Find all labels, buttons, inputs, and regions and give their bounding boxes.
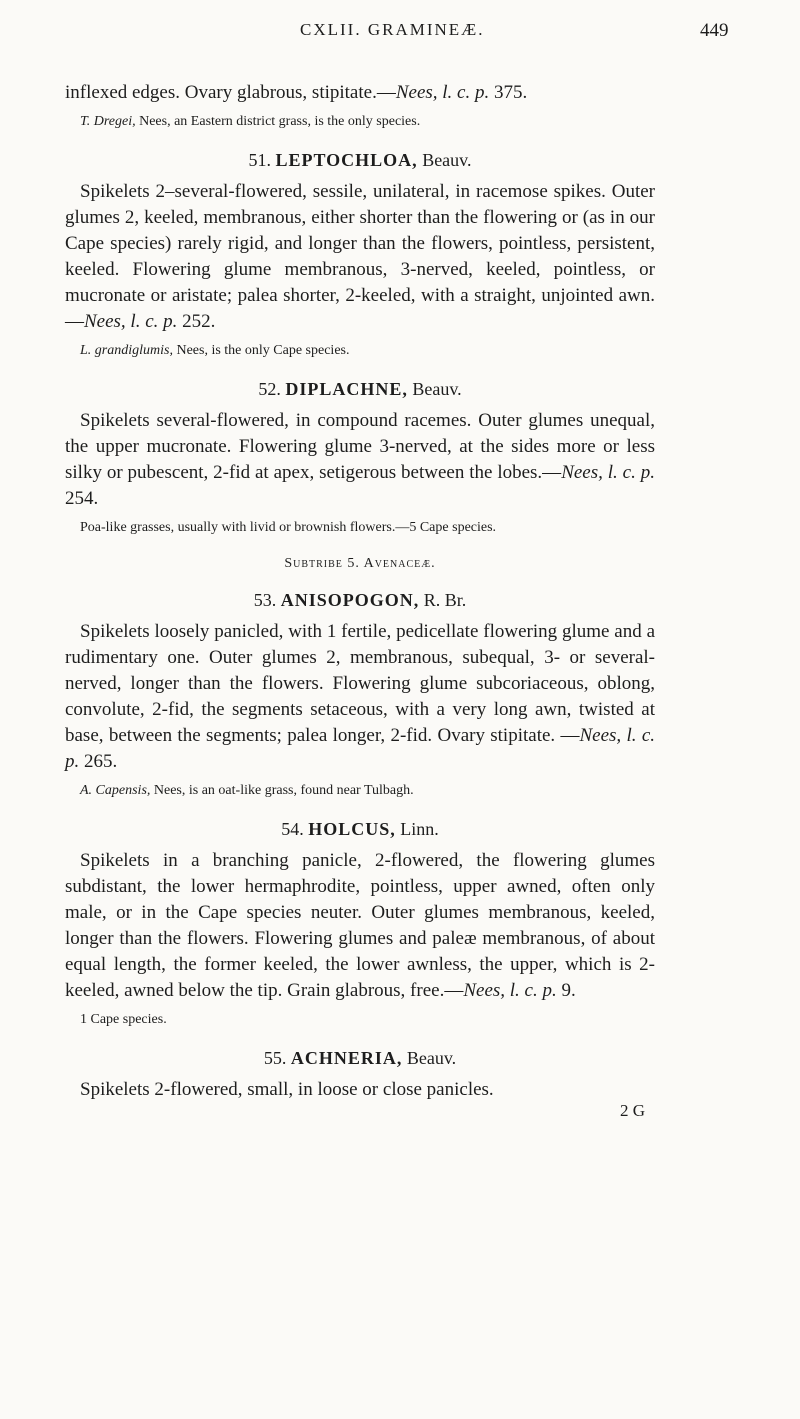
genus-description: Spikelets loosely panicled, with 1 fertile, pedicellate flowering glume and a rudimentary one. Outer glumes 2, membranous, subequal, 3- or several-nerved, longer than the flowers. Flowering glume subcoriaceous, oblong, convolute, 2-fid, the segments setaceous, with a very long awn, twisted at base, between the segments; palea longer, 2-fid. Ovary stipitate. —Nees, l. c. p. 265. (65, 621, 655, 772)
citation: Nees, l. c. p. (561, 462, 656, 483)
citation: Nees, l. c. p. (463, 980, 557, 1001)
species-note: T. Dregei, Nees, an Eastern district grass, is the only species. (80, 114, 421, 129)
genus-heading-anisopogon: 53. ANISOPOGON, R. Br. (253, 590, 467, 610)
genus-author: Beauv. (422, 150, 472, 170)
genus-name: LEPTOCHLOA, (275, 150, 418, 170)
citation: Nees, l. c. p. (84, 311, 178, 332)
running-title: CXLII. GRAMINEÆ. (300, 20, 485, 39)
species-note: 1 Cape species. (80, 1012, 167, 1027)
signature-mark: 2 G (619, 1101, 645, 1120)
genus-heading-leptochloa: 51. LEPTOCHLOA, Beauv. (248, 150, 472, 170)
species-note: A. Capensis, Nees, is an oat-like grass, found near Tulbagh. (80, 783, 414, 798)
genus-description: Spikelets several-flowered, in compound racemes. Outer glumes unequal, the upper mucronate. Flowering glume 3-nerved, at the sides more or less silky or pubescent, 2-fid at apex, setigerous between the lobes.—Nees, l. c. p. 254. (65, 410, 656, 509)
genus-name: HOLCUS, (308, 819, 396, 839)
page-number: 449 (700, 20, 729, 41)
genus-name: DIPLACHNE, (285, 379, 408, 399)
citation: Nees, l. c. p. (395, 82, 490, 103)
genus-heading-holcus: 54. HOLCUS, Linn. (281, 819, 439, 839)
genus-author: Beauv. (412, 379, 462, 399)
genus-description: Spikelets in a branching panicle, 2-flowered, the flowering glumes subdistant, the lower hermaphrodite, pointless, upper awned, often only male, or in the Cape species neuter. Outer glumes membranous, keeled, longer than the flowers. Flowering glumes and paleæ membranous, of about equal length, the former keeled, the lower awnless, the upper, which is 2-keeled, awned below the tip. Grain glabrous, free.—Nees, l. c. p. 9. (65, 850, 655, 1001)
genus-description: Spikelets 2-flowered, small, in loose or close panicles. (80, 1079, 494, 1100)
genus-description: Spikelets 2–several-flowered, sessile, unilateral, in racemose spikes. Outer glumes 2, keeled, membranous, either shorter than the flowering or (as in our Cape species) rarely rigid, and longer than the flowers, pointless, persistent, keeled. Flowering glume membranous, 3-nerved, keeled, pointless, or mucronate or aristate; palea shorter, 2-keeled, with a straight, unjointed awn.—Nees, l. c. p. 252. (65, 181, 655, 332)
species-note: Poa-like grasses, usually with livid or brownish flowers.—5 Cape species. (80, 520, 497, 535)
genus-name: ANISOPOGON, (280, 590, 420, 610)
genus-heading-diplachne: 52. DIPLACHNE, Beauv. (258, 379, 462, 399)
species-note: L. grandiglumis, Nees, is the only Cape species. (80, 343, 350, 358)
running-header (0, 20, 800, 60)
genus-heading-achneria: 55. ACHNERIA, Beauv. (263, 1048, 457, 1068)
citation: Nees, l. c. p. (65, 725, 655, 772)
subtribe-heading: Subtribe 5. Avenaceæ. (284, 556, 436, 571)
genus-name: ACHNERIA, (290, 1048, 403, 1068)
genus-author: Beauv. (406, 1048, 457, 1068)
intro-paragraph: inflexed edges. Ovary glabrous, stipitate.—Nees, l. c. p. 375. (65, 82, 528, 103)
genus-author: R. Br. (423, 590, 467, 610)
page-body (65, 80, 655, 1121)
genus-author: Linn. (400, 819, 439, 839)
